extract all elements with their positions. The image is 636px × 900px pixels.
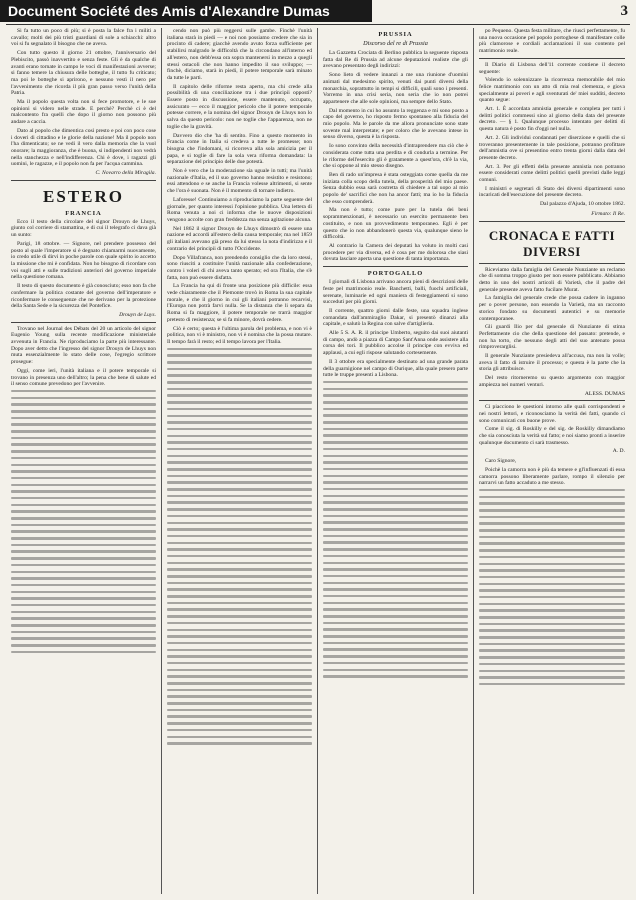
article-paragraph: Il 3 ottobre era specialmente destinato ad una grande parata della guarnigione nel campo di Ourique, alla quale presero parte tutte le truppe presenti a Lisbona. xyxy=(323,358,468,379)
article-paragraph: Art. 3. Per gli effetti della presente amnistia non potranno essere considerati come delitti politici quelli previsti dalle leggi comuni. xyxy=(479,163,625,184)
article-paragraph: Poichè la camorra non è più da temere e gl'influenzati di essa camorra possono liberamente parlare, rompo il silenzio per narrarvi un fatto accaduto a me stesso. xyxy=(479,466,625,487)
article-paragraph: Sono lieto di vedere innanzi a me una riunione d'uomini animati dal medesimo spirito, venuti dai punti diversi della monarchia, soprattutto in tempi si difficili, quali sono i presenti. Vorremo in una crisi seria, non seria che io non potrei appartenere che alle sole opinioni, ma sempre dello Stato. xyxy=(323,72,468,105)
article-paragraph: Con tutto questo il giorno 21 ottobre, l'anniversario del Plebiscito, passò inavvertito e senza feste. Gli è da qualche di avanti erano tornate in campo le voci di manifestazioni avverse; si fanno temere la chiusura delle botteghe, il tutto fu criticato; ma poi le botteghe si aprirono, e nessuno vestì il nero per l'avvenimento che ricorda il più gran passo verso l'unità della Patria. xyxy=(11,50,156,97)
article-paragraph: Non è vero che la moderazione sia uguale in tutti; ma l'unità nazionale d'Italia, ed il suo governo hanno resistito e resistono; essi attendono e se anche la Francia volesse altrimenti, si sente che l'ora è suonata. Non è il momento di tornare indietro. xyxy=(167,168,312,195)
column-divider xyxy=(479,400,625,401)
article-paragraph: Il generale Nunziante presiedeva all'accusa, ma non la volle; aveva il fatto di istruire il processo; e questa è la parte che la storia gli attribuisce. xyxy=(479,353,625,373)
article-paragraph: Dopo Villafranca, non prendendo consiglio che da loro stessi, sono riusciti a costituire l'unità nazionale alla confederazione, contro i voleri di chi aveva tanto sperato; ed ora l'Italia, che s'è fatta, non può essere disfatta. xyxy=(167,254,312,281)
article-paragraph: Ma non è tutto; come pure per la tutela dei beni soprammenzionati, è necessario un esercito permanente ben costituito, e non un provvedimento temporaneo. Egli è per questo che io non abbandonerò questa via, qualunque sieno le difficoltà. xyxy=(323,207,468,241)
decree-signature: Firmato: Il Re. xyxy=(591,210,625,217)
article-paragraph: Oggi, come ieri, l'unità italiana e il potere temporale si trovano in presenza uno dell'altro; la pena che bene di salute ed il senso comune prevedono per l'avvenire. xyxy=(11,367,156,388)
document-title: Document Société des Amis d'Alexandre Dumas xyxy=(8,3,330,19)
article-paragraph: Ci piacciono le questioni intorno alle quali corrispondenti e nei nostri lettori, e riconosciamo la verità dei fatti, quando ci sono comunicati con buone prove. xyxy=(479,404,625,424)
article-paragraph: Ciò è certo; questa è l'ultima parola del problema, e non vi è politica, non vi è ministro, non vi è nomina che la possa mutare. Il tempo farà il resto; ed il tempo lavora per l'Italia. xyxy=(167,325,312,345)
illegible-text-lines xyxy=(11,390,156,653)
article-paragraph: La Gazzetta Crociata di Berlino pubblica la seguente risposta fatta dal Re di Prussia ad alcune deputazioni realiste che gli avevano presentato degli indirizzi: xyxy=(323,50,468,70)
decree-date: Dal palazzo d'Ajuda, 10 ottobre 1862. xyxy=(539,201,625,208)
article-paragraph: La famiglia del generale crede che possa cadere in inganno per o pover persone, non essendo la Varietà, ma un racconto storico fondato su documenti autentici e su memorie contemporanee. xyxy=(479,295,625,322)
article-paragraph: Trovano nel Journal des Débats del 20 un articolo del signor Eugenio Young sulla recente modificazione ministeriale avvenuta in Francia. Ne riproduciamo la parte più interessante. Dopo aver detto che l'ingresso del signor Drouyn de Lhuys non muta essenzialmente lo stato delle cose, l'egregio scrittore prosegue: xyxy=(11,325,156,366)
column-3 xyxy=(318,28,474,894)
article-paragraph: Art. 2. Gli individui condannati per diserzione e quelli che si troveranno presentemente in tale posizione, potranno profittare dell'amnistia ove si presentino entro trenta giorni dalla data del presente decreto. xyxy=(479,134,625,161)
column-divider xyxy=(479,263,625,264)
article-paragraph: cendo non può più reggersi sulle gambe. Finchè l'unità italiana starà in piedi — e noi non possiamo credere che sia in procinto di cadere; giacchè avendo avuto forza sufficiente per stabilirsi malgrado le difficoltà che la circondano all'interno ed all'estero, non debb'essa ora sopra mantenersi in mezzo a quegli stessi ostacoli che non hanno impedito il suo sviluppo; — finchè, diciamo, starà in piedi, il potere temporale sarà minato da tutte le parti. xyxy=(167,28,312,81)
article-paragraph: Ecco il testo della circolare del signor Drouyn de Lhuys, giunto col corriere di stamattina, e di cui il telegrafo ci dava già un sunto: xyxy=(11,218,156,239)
article-signature: A. D. xyxy=(612,448,625,455)
illegible-text-lines xyxy=(323,381,468,678)
column-1 xyxy=(6,28,162,894)
newspaper-columns xyxy=(6,28,630,894)
header-rule xyxy=(6,24,630,25)
article-signature: ALESS. DUMAS xyxy=(584,390,625,397)
article-paragraph: Nel 1862 il signor Drouyn de Lhuys dimostrò di essere una nazione ed accordi all'estero della causa temporale; ma nel 1859 gli italiani avevano già preso da lui stesso la nota d'indirizzo e il contrario dei principii di tutto l'Occidente. xyxy=(167,225,312,252)
article-paragraph: Volendo io solennizzare la ricorrenza memorabile del mio felice matrimonio con un atto di mia real clemenza, e giova specialmente ai poveri e agli sventurati de' miei sudditi, decreto quanto segue: xyxy=(479,77,625,104)
article-paragraph: Riceviamo dalla famiglia del Generale Nunziante un reclamo che di somma troppo giusto per non essere pubblicato. Abbiamo detto in uno dei nostri articoli di Varietà, che il padre del generale presente aveva fatto fucilare Murat. xyxy=(479,266,625,293)
article-paragraph: Gli guardi Ilio per dal generale di Nunziante di stima Perfettamente cio che della questione del passato: pretende, e non ha torto, che nessuno degli atti del suo antenato possa rimproverarglisi. xyxy=(479,324,625,351)
article-paragraph: Alle 5 S. A. R. il principe Umberto, seguito dai suoi aiutanti di campo, andò a piazza di Campo Sant'Anna onde assistere alla corsa dei tori. Il pubblico accolse il principe con evviva ed applausi, a cui egli rispose salutando cortesemente. xyxy=(323,330,468,357)
illegible-text-lines xyxy=(167,348,312,745)
article-paragraph: Dato al popolo che dimentica così presto e poi con poco cose i doveri di cittadino e le glorie della nazione! Ma il popolo non l'ha dimenticato; se ne vedi il vero dalla memoria che la vuol onorare; la maggioranza, che è buona, si indipendenti non vedrà nella stanchezza e nell'indifferenza. Chi è dove, i ragazzi gli uomini, le ragazze, e il popolo non fa per l'acqua cammina. xyxy=(11,127,156,168)
article-paragraph: Si fa tutto un poco di più; si è posta la falce fra i militi a cavallo; molti dei più tristi guardiani di sole a schiacchi: altro voi si fu segnalato il bisogno che ne aveva. xyxy=(11,28,156,48)
column-4 xyxy=(474,28,630,894)
masthead xyxy=(0,0,636,22)
article-paragraph: Ben di rado un'impresa è stata osteggiata come quella da me iniziata colla scopo della tutela, della prosperità del mio paese. Senza dubbio essa sarà costretta di chiedere a tal uopo al mio popolo de' sacrifici che non ha ancor fatti; ma io ho la fiducia che esso comprenderà. xyxy=(323,171,468,205)
article-paragraph: Davvero dio che 'ha di sentito. Fino a questo momento in Francia come in Italia si credeva a tutte le promesse; non bisogna che l'indomani, si ricorreva alla sola amicizia per il papa, e si toglie di fare la sola vera riforma domandata: la separazione del principio delle due potestà. xyxy=(167,132,312,166)
article-paragraph: Il corrente, quattro giorni dalle feste, una squadra inglese comandata dall'ammiraglio Dakar, si presentò dinanzi alla capitale, e salutò la Regina con salve d'artiglieria. xyxy=(323,307,468,328)
subheading-francia: FRANCIA xyxy=(65,209,102,217)
article-paragraph: po Pequeno. Questa festa militare, che riuscì perfettamente, fu una nuova occasione pel popolo portoghese di manifestare colle più clamorose e cordiali acclamazioni il suo contento pel matrimonio reale. xyxy=(479,28,625,55)
article-signature: C. Novarro della Miragila. xyxy=(95,170,156,177)
column-divider xyxy=(11,322,156,323)
letter-salutation: Caro Signore, xyxy=(485,458,517,465)
article-paragraph: Al contrario la Camera dei deputati ha voluto in molti casi procedere per via diversa, ed è cosa per me dolorosa che siasi dovuta lasciare aperta una questione di tanta importanza. xyxy=(323,242,468,263)
article-paragraph: Ma il popolo questa volta non si fece promotore, e le sue opinioni si videro nelle strade. E perchè? Perchè ci è del malcontento fra quelli che dopo il giorno non possono più andare a caccia. xyxy=(11,99,156,126)
article-paragraph: Laforesse! Continuiamo a riproduciamo la parte seguente del giornale, per quanto interessi l'opinione pubblica. Una lettera di Roma venuta a noi ci informa che le nuove disposizioni vengono accolte con gran freddezza ma senza agitazione alcuna. xyxy=(167,196,312,223)
article-paragraph: I ministri e segretari di Stato dei diversi dipartimenti sono incaricati dell'esecuzione del presente decreto. xyxy=(479,185,625,199)
illegible-text-lines xyxy=(479,489,625,685)
article-paragraph: Io sono convinto della necessità d'intraprendere ma ciò che è considerata come tutta una perdita e di condurla a termine. Per le riforme dell'esercito gli è gratamente a quest'ora, ch'è la via, che si oppone al mio stesso disegno. xyxy=(323,143,468,170)
subheading-portogallo: PORTOGALLO xyxy=(367,270,424,278)
column-divider xyxy=(479,58,625,59)
article-paragraph: I giornali di Lisbona arrivano ancora pieni di descrizioni delle feste pel matrimonio reale. Banchetti, balli, fuochi artificiali, serenate, luminarie ed ogni maniera di festeggiamenti si sono succeduti per più giorni. xyxy=(323,279,468,306)
article-paragraph: La Francia ha qui di fronte una posizione più difficile: essa vede chiaramente che il Piemonte trovò in Roma la sua capitale morale, e che il giorno in cui gli italiani potranno recarvisi, l'Europa non potrà farvi nulla. Se la distanza che li separa da Roma si fa maggiore, il potere temporale ne trarrà maggior pretesto di resistenza; se si fa minore, dovrà cedere. xyxy=(167,283,312,323)
article-paragraph: Il testo di questo documento è già conosciuto; esso non fa che confermare la politica costante del governo dell'imperatore e riconfermare le conseguenze che ne derivano per la protezione della Santa Sede e la sicurezza del Pontefice. xyxy=(11,283,156,310)
section-heading-cronaca: CRONACA E FATTI DIVERSI xyxy=(488,227,616,259)
article-paragraph: Come il sig. di Roskilly e del sig. de Roskilly dimandiamo che sia conosciuta la verità sul fatto; e noi siamo pronti a inserire qualunque documento ci sarà trasmesso. xyxy=(479,426,625,446)
article-paragraph: Il capitolo delle riforme resta aperto, ma chi crede alla possibilità di una conciliazione tra i due principii opposti? Essere posto in discussione, essere mantenuto, occupato, assicurato — ecco il maggior pericolo che il potere temporale potesse correre, e la nomina del signor Drouyn de Lhuys non lo salva da questo pericolo: non ne toglie che l'apparenza, non ne toglie che la gravità. xyxy=(167,83,312,130)
section-heading-estero: ESTERO xyxy=(43,186,124,206)
article-title: Discorso del re di Prussia xyxy=(363,40,428,47)
article-paragraph: Art. 1. È accordata amnistia generale e completa per tutti i delitti politici commessi sino al giorno della data del presente decreto. — § 1. Qualunque processo intentato per delitti di questa natura è posto fin d'oggi nel nulla. xyxy=(479,106,625,133)
subheading-prussia: PRUSSIA xyxy=(378,31,413,38)
column-2 xyxy=(162,28,318,894)
article-paragraph: Del resto ritorneremo su questo argomento con maggior ampiezza nei numeri venturi. xyxy=(479,375,625,388)
article-paragraph: Dal momento in cui ho assunto la reggenza e mi sono posto a capo del governo, ho risposto fermo spontaneo alla fiducia del mio popolo. Ma le parole da me allora pronunciate sono state sovente mal interpretate; e per coloro che le avevano intese in senso diverso, questa è la risposta. xyxy=(323,107,468,141)
column-divider xyxy=(479,221,625,222)
article-paragraph: Il Diario di Lisbona dell'11 corrente contiene il decreto seguente: xyxy=(479,61,625,75)
article-signature: Drouyn de Luys. xyxy=(119,311,156,318)
article-paragraph: Parigi, 18 ottobre. — Signore, nel prendere possesso del posto al quale l'imperatore si è degnato chiamarmi nuovamente, io credo utile di dirvi in poche parole con quale spirito io accetto la missione che mi è confidata. Non ho bisogno di ricordare con voi sugli atti e sulle tradizioni anteriori del governo imperiale nella questione romana. xyxy=(11,240,156,281)
column-divider xyxy=(323,266,468,267)
column-divider xyxy=(11,180,156,181)
page-number: 3 xyxy=(620,2,628,19)
